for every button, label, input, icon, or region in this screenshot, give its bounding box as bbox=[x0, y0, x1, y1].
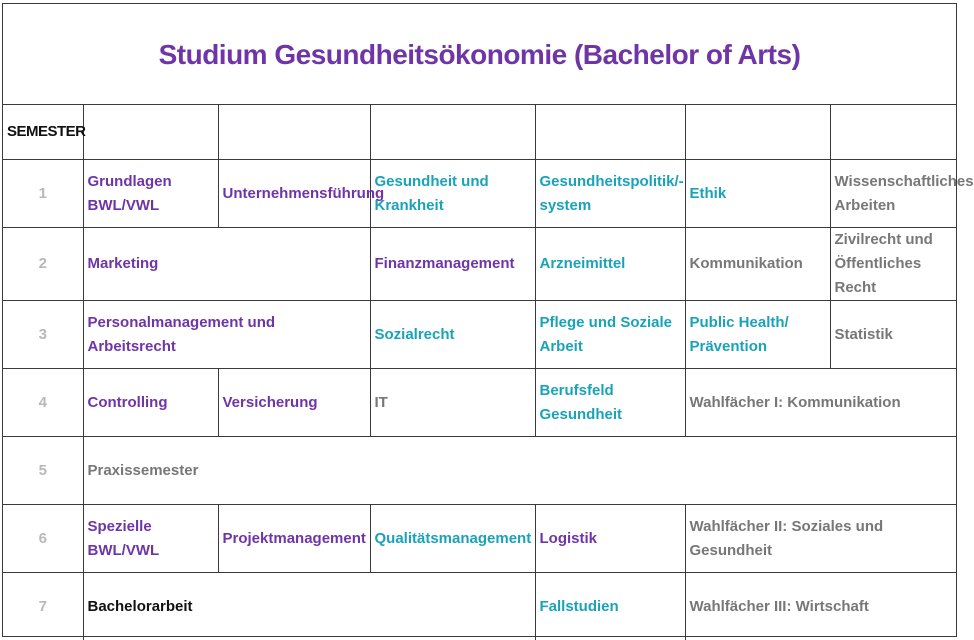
semester-number: 6 bbox=[3, 505, 83, 573]
header-cell bbox=[830, 104, 956, 160]
module-cell: Grundlagen BWL/VWL bbox=[83, 160, 218, 228]
semester-number: 5 bbox=[3, 437, 83, 505]
curriculum-table bbox=[3, 104, 974, 640]
module-cell: Logistik bbox=[535, 505, 685, 573]
header-row bbox=[3, 104, 956, 160]
module-cell: Kommunikation bbox=[685, 228, 830, 301]
header-cell bbox=[370, 104, 535, 160]
semester-row-5 bbox=[3, 437, 956, 505]
module-cell: Pflege und Soziale Arbeit bbox=[535, 301, 685, 369]
module-cell: Wahlfächer I: Kommunikation bbox=[685, 369, 956, 437]
module-cell: Sozialrecht bbox=[370, 301, 535, 369]
header-cell bbox=[685, 104, 830, 160]
curriculum-frame bbox=[2, 3, 974, 637]
module-cell: Berufsfeld Gesundheit bbox=[535, 369, 685, 437]
module-cell: Gesundheit und Krankheit bbox=[370, 160, 535, 228]
module-cell: Zivilrecht und Öffentliches Recht bbox=[830, 228, 956, 301]
module-cell: Wissenschaftliches Arbeiten bbox=[830, 160, 956, 228]
module-cell: Spezielle BWL/VWL bbox=[83, 505, 218, 573]
semester-row-3 bbox=[3, 301, 956, 369]
semester-row-6 bbox=[3, 505, 956, 573]
semester-number: 1 bbox=[3, 160, 83, 228]
page-title: Studium Gesundheitsökonomie (Bachelor of Arts) bbox=[158, 39, 801, 70]
title-band bbox=[3, 4, 956, 105]
semester-row-4 bbox=[3, 369, 956, 437]
semester-number: 7 bbox=[3, 573, 83, 640]
module-cell: Statistik bbox=[830, 301, 956, 369]
semester-number: 2 bbox=[3, 228, 83, 301]
module-cell: Wahlfächer II: Soziales und Gesundheit bbox=[685, 505, 956, 573]
module-cell: Qualitätsmanagement bbox=[370, 505, 535, 573]
semester-row-1 bbox=[3, 160, 956, 228]
module-cell: Fallstudien bbox=[535, 573, 685, 640]
module-cell: Controlling bbox=[83, 369, 218, 437]
header-cell bbox=[218, 104, 370, 160]
module-cell: Versicherung bbox=[218, 369, 370, 437]
module-cell: Projektmanagement bbox=[218, 505, 370, 573]
module-cell: Public Health/ Prävention bbox=[685, 301, 830, 369]
semester-row-7 bbox=[3, 573, 956, 640]
module-cell: Marketing bbox=[83, 228, 370, 301]
module-cell: Ethik bbox=[685, 160, 830, 228]
semester-number: 4 bbox=[3, 369, 83, 437]
header-cell bbox=[83, 104, 218, 160]
header-cell bbox=[535, 104, 685, 160]
module-cell: Finanzmanagement bbox=[370, 228, 535, 301]
module-cell: IT bbox=[370, 369, 535, 437]
module-cell: Unternehmensführung bbox=[218, 160, 370, 228]
semester-header: SEMESTER bbox=[3, 104, 83, 160]
module-cell: Gesundheitspolitik/-system bbox=[535, 160, 685, 228]
semester-number: 3 bbox=[3, 301, 83, 369]
module-cell: Bachelorarbeit bbox=[83, 573, 535, 640]
semester-row-2 bbox=[3, 228, 956, 301]
module-cell: Praxissemester bbox=[83, 437, 956, 505]
module-cell: Personalmanagement und Arbeitsrecht bbox=[83, 301, 370, 369]
module-cell: Wahlfächer III: Wirtschaft bbox=[685, 573, 956, 640]
module-cell: Arzneimittel bbox=[535, 228, 685, 301]
